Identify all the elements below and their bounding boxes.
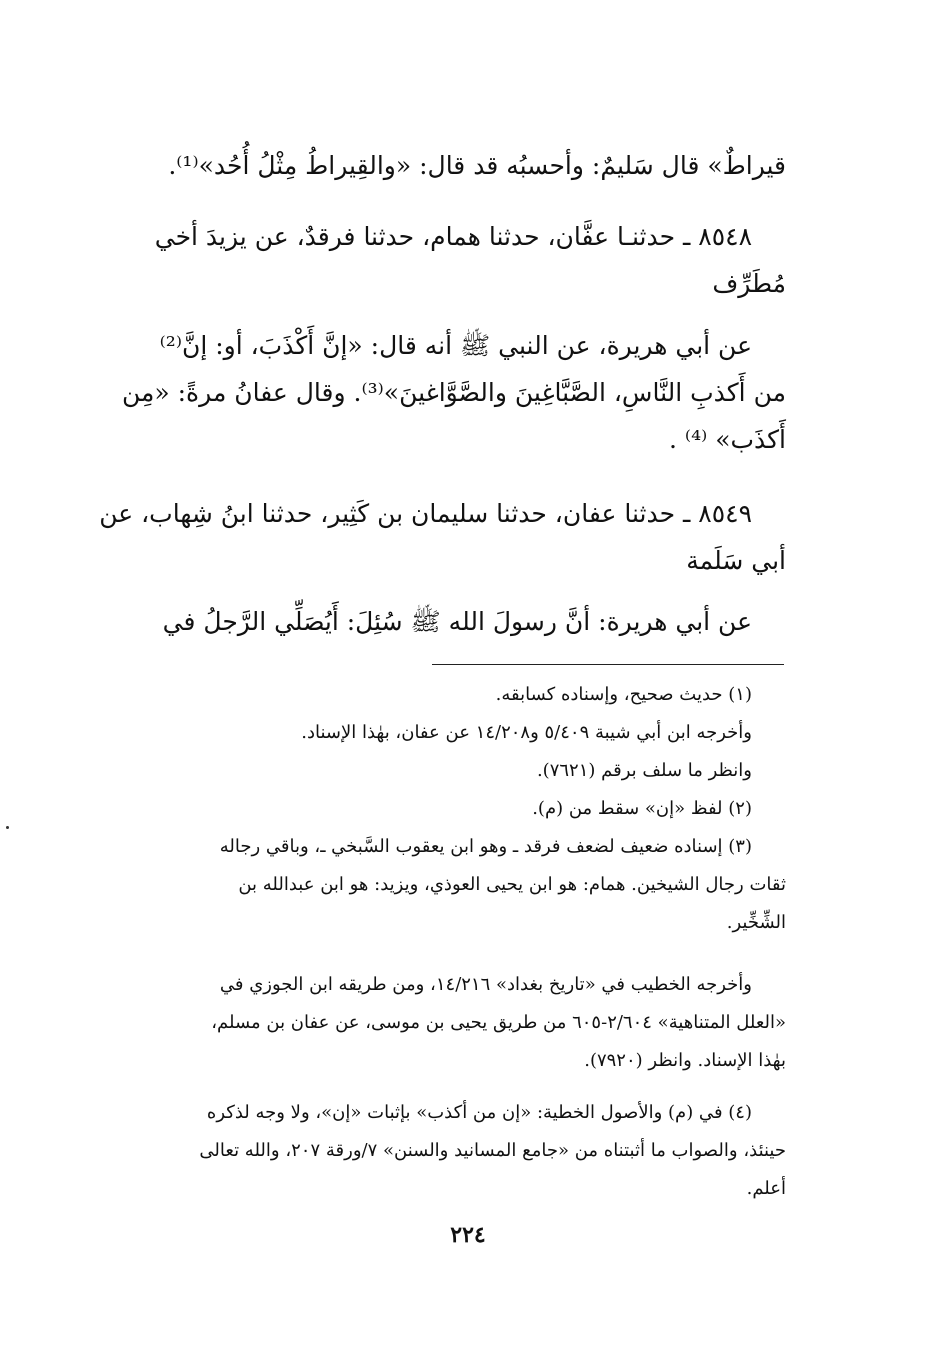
- hadith-8549-header: [82, 490, 786, 584]
- footnote-line: الشِّخِّير.: [726, 912, 786, 933]
- text-line: من أَكذبِ النَّاسِ، الصَّبَّاغِينَ والصَّوَّاغينَ»⁽³⁾. وقال عفانُ مرةً: «مِن: [121, 378, 786, 407]
- text-line: أَكذَب» ⁽⁴⁾ .: [669, 425, 786, 454]
- footnotes: [82, 676, 786, 942]
- footnote-line: (٣) إسناده ضعيف لضعف فرقد ـ وهو ابن يعقوب السَّبخي ـ، وباقي رجاله: [219, 836, 752, 857]
- text-line: ٨٥٤٨ ـ حدثنـا عفَّان، حدثنا همام، حدثنا فرقدٌ، عن يزيدَ أخي: [154, 222, 752, 251]
- footnote-line: (٤) في (م) والأصول الخطية: «إن من أكذب» بإثبات «إن»، ولا وجه لذكره: [206, 1102, 752, 1123]
- footnote-line: (٢) لفظ «إن» سقط من (م).: [532, 798, 752, 819]
- text-line: ٨٥٤٩ ـ حدثنا عفان، حدثنا سليمان بن كَثِير، حدثنا ابنُ شِهاب، عن: [99, 499, 752, 528]
- footnote-line: أعلم.: [746, 1178, 786, 1199]
- footnote-divider: [432, 664, 784, 665]
- footnote-3-continued: [82, 966, 786, 1080]
- text-line: قيراطٌ» قال سَليمٌ: وأحسبُه قد قال: «والقِيراطُ مِثْلُ أُحُد»⁽¹⁾.: [168, 151, 786, 180]
- footnote-line: بهٰذا الإسناد. وانظر (٧٩٢٠).: [584, 1050, 786, 1071]
- hadith-8549-body: [82, 598, 786, 645]
- scan-speck: [6, 826, 9, 829]
- hadith-8548-body: [82, 322, 786, 463]
- footnote-line: ثقات رجال الشيخين. همام: هو ابن يحيى العوذي، ويزيد: هو ابن عبدالله بن: [238, 874, 786, 895]
- hadith-8548-header: [82, 213, 786, 307]
- footnote-line: (١) حديث صحيح، وإسناده كسابقه.: [495, 684, 752, 705]
- footnote-line: وأخرجه ابن أبي شيبة ٥/٤٠٩ و١٤/٢٠٨ عن عفان، بهٰذا الإسناد.: [301, 722, 752, 743]
- page-number: ٢٢٤: [450, 1222, 486, 1248]
- footnote-4: [82, 1094, 786, 1208]
- main-paragraph-1: [82, 142, 786, 189]
- text-line: عن أبي هريرة، عن النبي ﷺ أنه قال: «إنَّ أَكْذَبَ، أو: إنَّ⁽²⁾: [159, 331, 752, 360]
- text-line: أبي سَلَمة: [686, 546, 786, 575]
- footnote-line: وأخرجه الخطيب في «تاريخ بغداد» ١٤/٢١٦، ومن طريقه ابن الجوزي في: [219, 974, 752, 995]
- text-line: عن أبي هريرة: أنَّ رسولَ الله ﷺ سُئِلَ: أَيُصَلِّي الرَّجلُ في: [162, 607, 752, 636]
- footnote-line: حينئذ، والصواب ما أثبتناه من «جامع المسانيد والسنن» ٧/ورقة ٢٠٧، والله تعالى: [199, 1140, 786, 1161]
- text-line: مُطَرِّف: [712, 269, 786, 298]
- footnote-line: وانظر ما سلف برقم (٧٦٢١).: [536, 760, 752, 781]
- footnote-line: «العلل المتناهية» ٢/٦٠٤-٦٠٥ من طريق يحيى بن موسى، عن عفان بن مسلم،: [211, 1012, 786, 1033]
